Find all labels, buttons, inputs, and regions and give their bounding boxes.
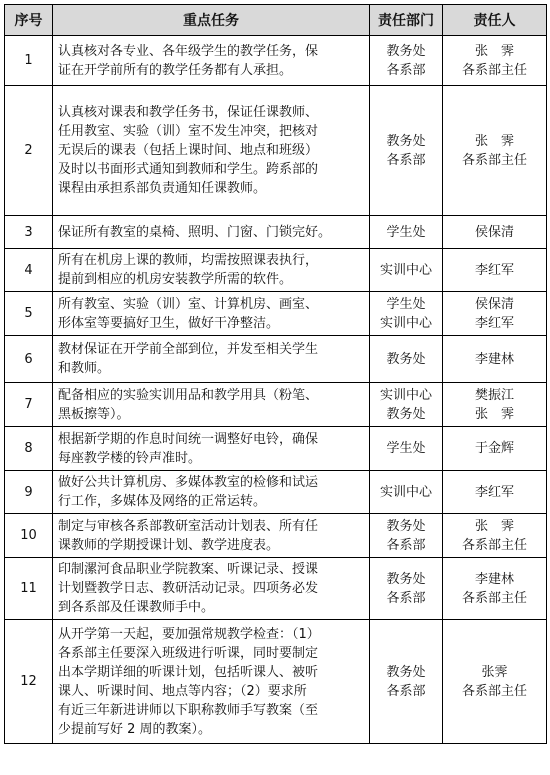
- table-row: [5, 471, 547, 514]
- person-cell-line: 各系部主任: [461, 683, 527, 699]
- table-row: [5, 427, 547, 471]
- row-number: 10: [5, 514, 53, 558]
- table-row: [5, 383, 547, 427]
- row-number: 7: [5, 383, 53, 427]
- task-cell: [53, 86, 370, 216]
- task-cell-line: 所有教室、实验（训）室、计算机房、画室、: [58, 296, 319, 312]
- person-cell-line: 于金辉: [474, 441, 514, 456]
- person-cell-line: 樊振江: [474, 387, 514, 403]
- table-body: [5, 36, 547, 744]
- department-cell-line: 教务处: [386, 518, 426, 534]
- header-row: [5, 5, 547, 36]
- person-cell: [443, 383, 547, 427]
- person-cell: [443, 336, 547, 383]
- task-cell-line: 和教师。: [58, 361, 111, 376]
- header-no: 序号: [5, 5, 53, 36]
- table-row: [5, 249, 547, 292]
- person-cell-line: 张 霁: [474, 406, 514, 422]
- department-cell-line: 实训中心: [379, 387, 432, 403]
- task-cell-line: 制定与审核各系部教研室活动计划表、所有任: [58, 518, 319, 534]
- task-cell-line: 保证所有教室的桌椅、照明、门窗、门锁完好。: [58, 224, 332, 240]
- department-cell-line: 学生处: [386, 224, 426, 240]
- department-cell-line: 教务处: [386, 406, 426, 422]
- row-number: 8: [5, 427, 53, 471]
- department-cell-line: 各系部: [386, 62, 426, 78]
- task-cell: [53, 216, 370, 249]
- task-cell-line: 提前到相应的机房安装教学所需的软件。: [58, 272, 293, 287]
- person-cell: [443, 620, 547, 744]
- header-person: 责任人: [443, 5, 547, 36]
- person-cell: [443, 249, 547, 292]
- table-row: [5, 514, 547, 558]
- header-dept: 责任部门: [370, 5, 443, 36]
- task-table: [4, 4, 547, 744]
- department-cell: [370, 558, 443, 620]
- table-row: [5, 558, 547, 620]
- department-cell-line: 教务处: [386, 351, 426, 367]
- table-row: [5, 336, 547, 383]
- person-cell: [443, 427, 547, 471]
- task-cell: [53, 558, 370, 620]
- person-cell: [443, 471, 547, 514]
- task-cell: [53, 336, 370, 383]
- person-cell-line: 各系部主任: [461, 62, 527, 78]
- task-cell-line: 各系部主任要深入班级进行听课，同时要制定: [58, 645, 319, 661]
- department-cell-line: 教务处: [386, 664, 426, 680]
- person-cell: [443, 292, 547, 336]
- department-cell-line: 各系部: [386, 152, 426, 168]
- person-cell-line: 张霁: [481, 664, 508, 680]
- person-cell-line: 李建林: [474, 571, 514, 587]
- task-cell-line: 根据新学期的作息时间统一调整好电铃，确保: [58, 431, 319, 447]
- department-cell-line: 实训中心: [379, 262, 432, 278]
- task-cell-line: 证在开学前所有的教学任务都有人承担。: [58, 62, 293, 78]
- task-cell-line: 做好公共计算机房、多媒体教室的检修和试运: [58, 475, 319, 490]
- person-cell-line: 李建林: [474, 351, 514, 367]
- department-cell: [370, 216, 443, 249]
- task-cell-line: 从开学第一天起，要加强常规教学检查：（1）: [58, 626, 320, 642]
- table-row: [5, 216, 547, 249]
- person-cell: [443, 558, 547, 620]
- table-row: [5, 292, 547, 336]
- row-number: 3: [5, 216, 53, 249]
- person-cell-line: 各系部主任: [461, 537, 527, 553]
- department-cell-line: 教务处: [386, 43, 426, 59]
- person-cell: [443, 514, 547, 558]
- person-cell-line: 侯保清: [474, 224, 514, 240]
- task-cell-line: 教材保证在开学前全部到位，并发至相关学生: [58, 342, 319, 357]
- task-cell-line: 课教师的学期授课计划、教学进度表。: [58, 537, 280, 553]
- header-task: 重点任务: [53, 5, 370, 36]
- task-cell-line: 课人、听课时间、地点等内容；（2）要求所: [58, 683, 307, 699]
- person-cell: [443, 36, 547, 86]
- task-cell-line: 黑板擦等）。: [58, 406, 130, 422]
- task-cell-line: 认真核对课表和教学任务书，保证任课教师、: [58, 105, 319, 120]
- row-number: 12: [5, 620, 53, 744]
- task-cell-line: 无误后的课表（包括上课时间、地点和班级）: [58, 143, 319, 158]
- row-number: 1: [5, 36, 53, 86]
- task-cell-line: 配备相应的实验实训用品和教学用具（粉笔、: [58, 387, 319, 403]
- department-cell: [370, 86, 443, 216]
- task-cell-line: 形体室等要搞好卫生，做好干净整洁。: [58, 315, 280, 331]
- table-row: [5, 86, 547, 216]
- department-cell-line: 实训中心: [379, 315, 432, 331]
- task-cell-line: 计划暨教学日志、教研活动记录。四项务必发: [58, 581, 319, 596]
- person-cell-line: 各系部主任: [461, 152, 527, 168]
- row-number: 5: [5, 292, 53, 336]
- row-number: 2: [5, 86, 53, 216]
- department-cell-line: 教务处: [386, 133, 426, 149]
- person-cell: [443, 86, 547, 216]
- person-cell-line: 李红军: [474, 262, 514, 278]
- person-cell-line: 李红军: [474, 315, 514, 331]
- department-cell: [370, 249, 443, 292]
- department-cell: [370, 383, 443, 427]
- table-row: [5, 620, 547, 744]
- department-cell-line: 实训中心: [379, 484, 432, 500]
- department-cell-line: 学生处: [386, 441, 426, 456]
- row-number: 9: [5, 471, 53, 514]
- department-cell: [370, 336, 443, 383]
- department-cell-line: 学生处: [386, 296, 426, 312]
- row-number: 4: [5, 249, 53, 292]
- person-cell-line: 张 霁: [474, 518, 514, 534]
- task-cell-line: 行工作，多媒体及网络的正常运转。: [58, 494, 267, 509]
- task-cell: [53, 249, 370, 292]
- task-cell: [53, 36, 370, 86]
- task-cell-line: 出本学期详细的听课计划，包括听课人、被听: [58, 664, 319, 680]
- person-cell-line: 侯保清: [474, 296, 514, 312]
- person-cell-line: 张 霁: [474, 43, 514, 59]
- task-cell-line: 印制漯河食品职业学院教案、听课记录、授课: [58, 562, 319, 577]
- task-cell: [53, 471, 370, 514]
- department-cell-line: 各系部: [386, 683, 426, 699]
- row-number: 11: [5, 558, 53, 620]
- department-cell: [370, 514, 443, 558]
- task-cell: [53, 292, 370, 336]
- department-cell-line: 各系部: [386, 590, 426, 606]
- person-cell-line: 李红军: [474, 484, 514, 500]
- department-cell: [370, 427, 443, 471]
- task-cell-line: 少提前写好 2 周的教案）。: [58, 721, 212, 737]
- department-cell: [370, 36, 443, 86]
- department-cell: [370, 620, 443, 744]
- task-cell-line: 每座教学楼的铃声准时。: [58, 450, 202, 466]
- department-cell: [370, 471, 443, 514]
- department-cell-line: 教务处: [386, 571, 426, 587]
- task-cell-line: 认真核对各专业、各年级学生的教学任务，保: [58, 43, 319, 59]
- task-cell-line: 及时以书面形式通知到教师和学生。跨系部的: [58, 162, 319, 177]
- table-row: [5, 36, 547, 86]
- task-cell: [53, 427, 370, 471]
- task-cell-line: 有近三年新进讲师以下职称教师手写教案（至: [58, 702, 319, 718]
- task-cell: [53, 514, 370, 558]
- task-cell-line: 所有在机房上课的教师，均需按照课表执行，: [58, 253, 319, 268]
- person-cell-line: 各系部主任: [461, 590, 527, 606]
- person-cell-line: 张 霁: [474, 133, 514, 149]
- task-cell-line: 任用教室、实验（训）室不发生冲突，把核对: [58, 124, 319, 139]
- task-cell-line: 课程由承担系部负责通知任课教师。: [58, 181, 267, 196]
- person-cell: [443, 216, 547, 249]
- department-cell-line: 各系部: [386, 537, 426, 553]
- row-number: 6: [5, 336, 53, 383]
- task-cell-line: 到各系部及任课教师手中。: [58, 600, 215, 615]
- task-cell: [53, 620, 370, 744]
- department-cell: [370, 292, 443, 336]
- task-cell: [53, 383, 370, 427]
